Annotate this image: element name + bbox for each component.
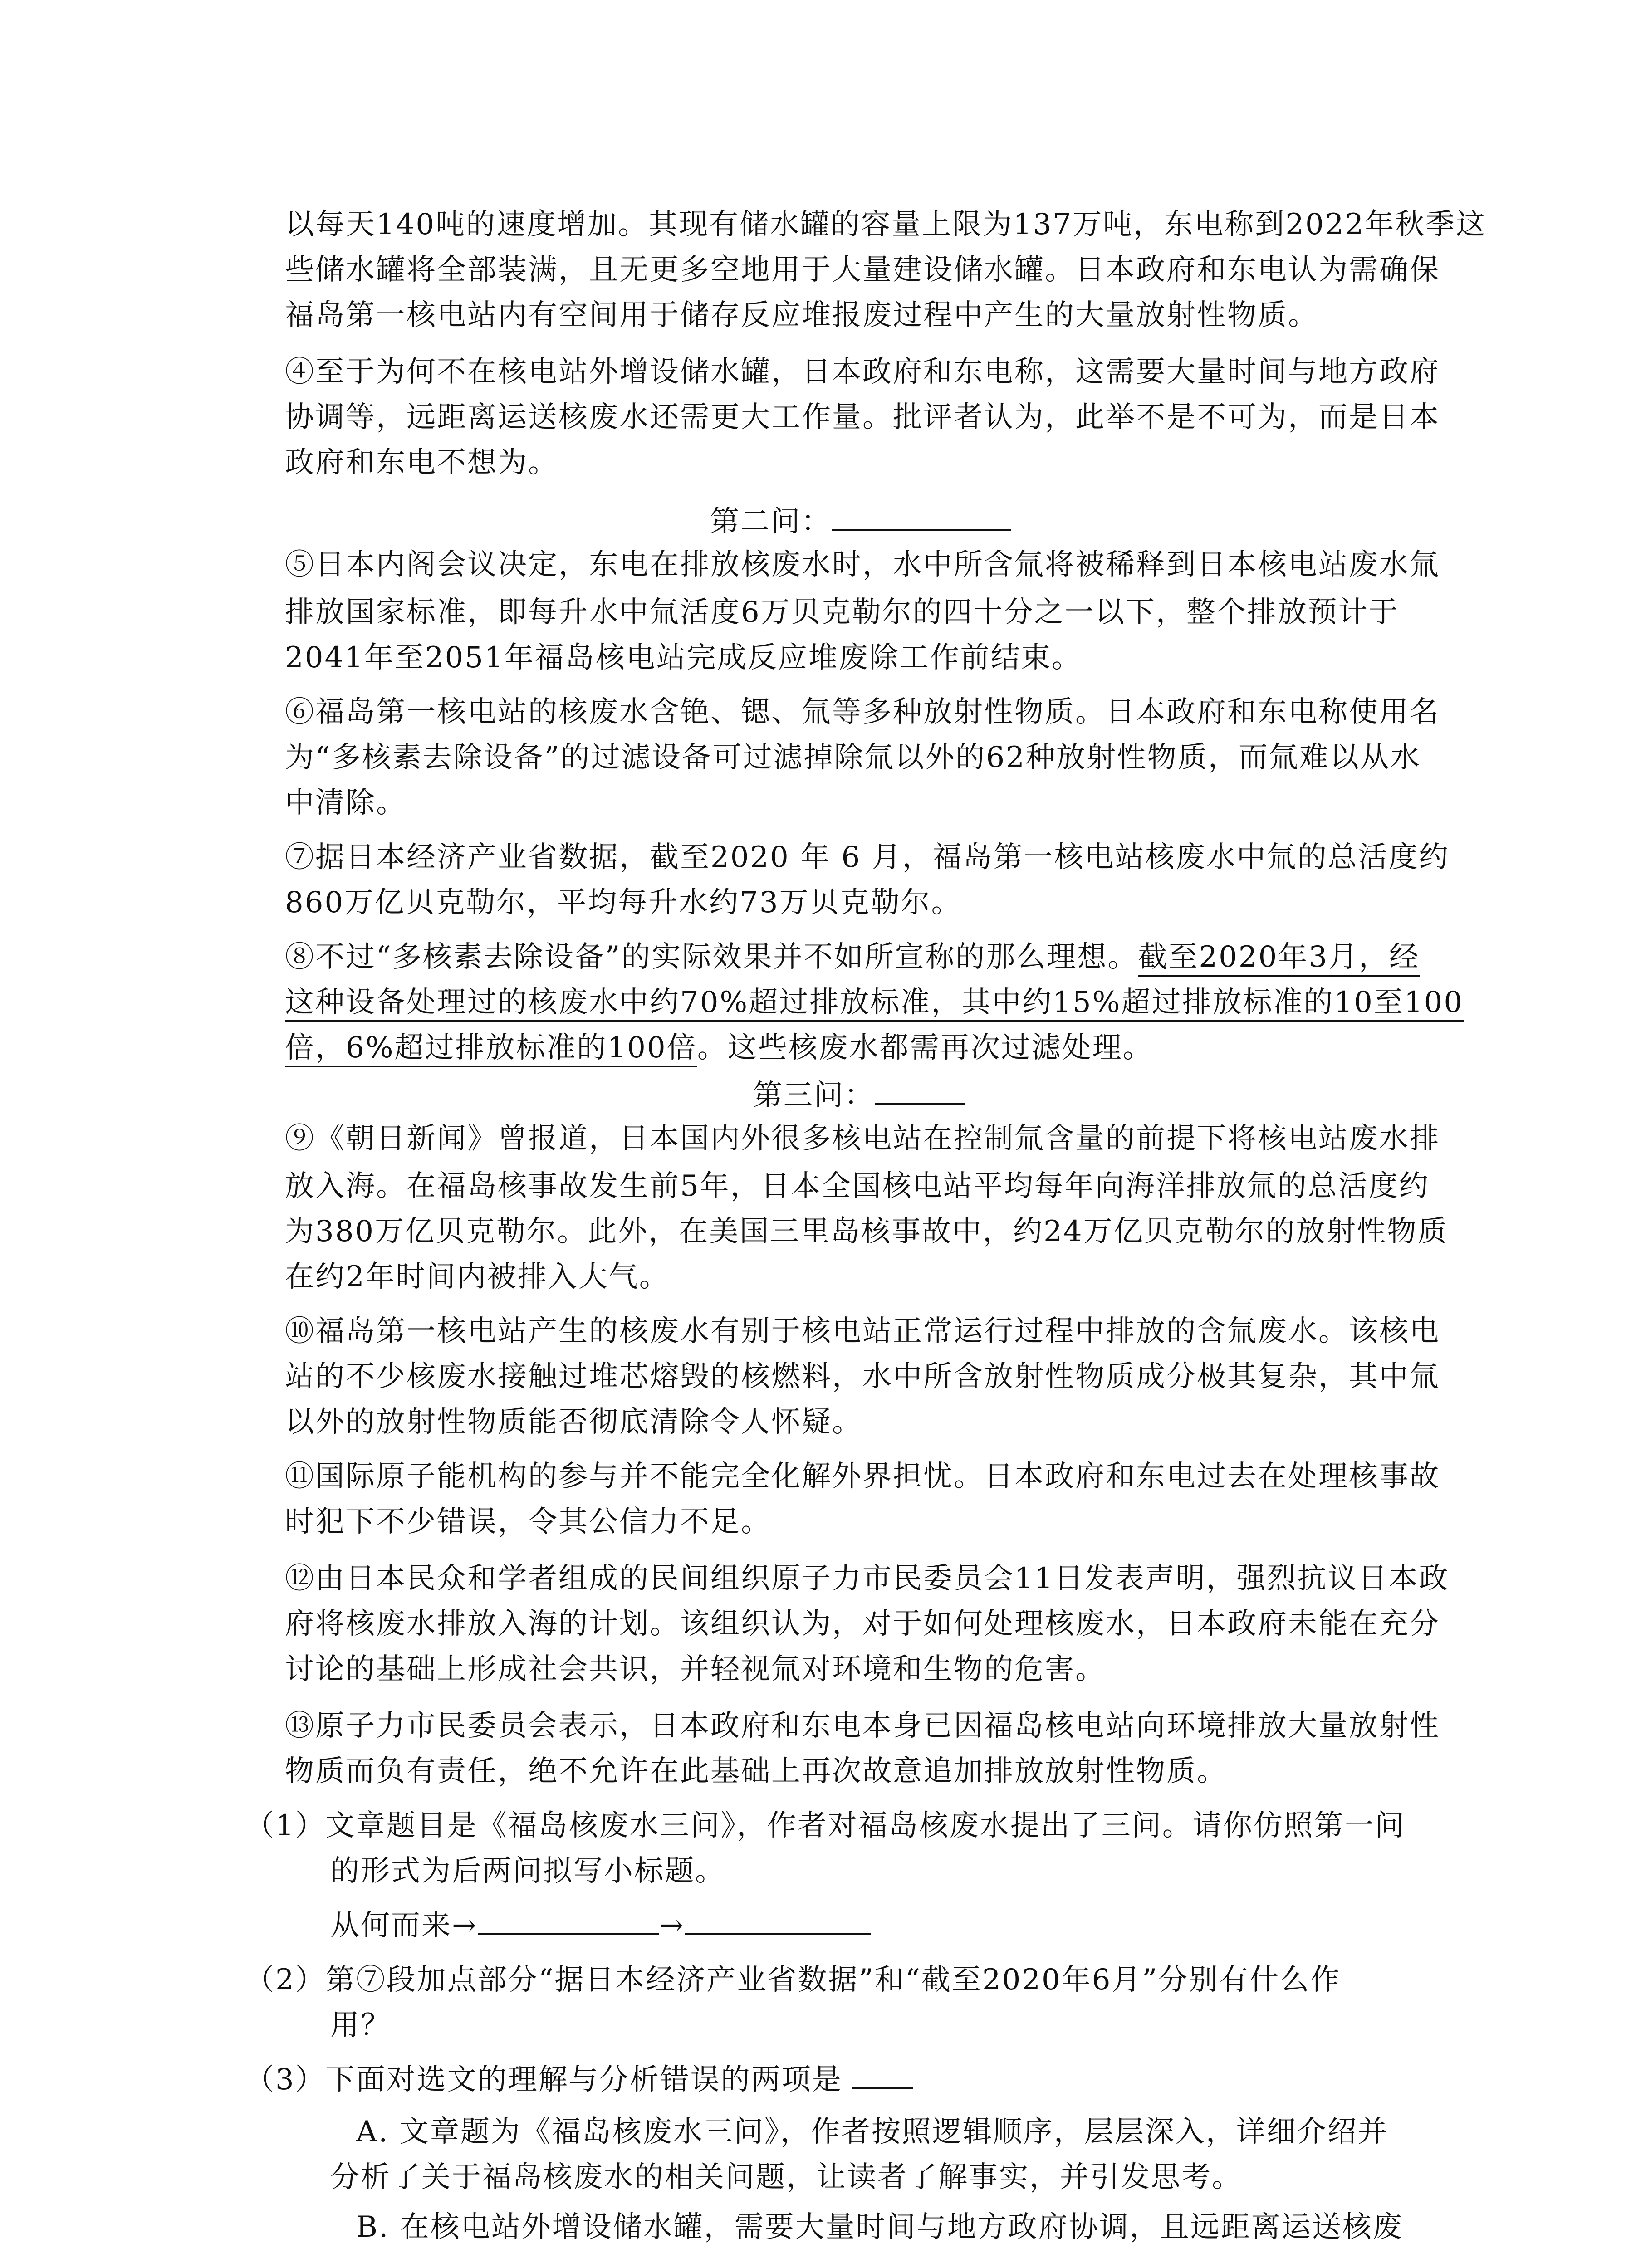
question-1-answer-row	[330, 1907, 1483, 1944]
question-1-line-2: 的形式为后两问拟写小标题。	[330, 1854, 725, 1888]
paragraph-12-line-3: 讨论的基础上形成社会共识，并轻视氚对环境和生物的危害。	[285, 1652, 1106, 1686]
paragraph-8-text: 。这些核废水都需再次过滤处理。	[697, 1031, 1153, 1065]
underlined-text: 倍，6%超过排放标准的100倍	[285, 1031, 697, 1067]
paragraph-6-line-2: 为“多核素去除设备”的过滤设备可过滤掉除氚以外的62种放射性物质，而氚难以从水	[285, 741, 1421, 774]
option-a-line-2: 分析了关于福岛核废水的相关问题，让读者了解事实，并引发思考。	[330, 2160, 1242, 2194]
paragraph-9-line-4: 在约2年时间内被排入大气。	[285, 1260, 670, 1294]
option-a-line-1: A. 文章题为《福岛核废水三问》，作者按照逻辑顺序，层层深入，详细介绍并	[356, 2115, 1388, 2149]
paragraph-6-line-3: 中清除。	[285, 786, 407, 820]
paragraph-8-text: ⑧不过“多核素去除设备”的实际效果并不如所宣称的那么理想。	[285, 940, 1138, 974]
paragraph-4-line-3: 政府和东电不想为。	[285, 446, 558, 479]
paragraph-11-line-1: ⑪国际原子能机构的参与并不能完全化解外界担忧。日本政府和东电过去在处理核事故	[285, 1460, 1440, 1493]
answer-blank-heading-2[interactable]	[832, 504, 1011, 531]
paragraph-9-line-3: 为380万亿贝克勒尔。此外，在美国三里岛核事故中，约24万亿贝克勒尔的放射性物质	[285, 1215, 1448, 1248]
paragraph-4-line-1: ④至于为何不在核电站外增设储水罐，日本政府和东电称，这需要大量时间与地方政府	[285, 355, 1440, 389]
question-3-text: （3）下面对选文的理解与分析错误的两项是	[245, 2063, 843, 2097]
paragraph-5-line-1: ⑤日本内阁会议决定，东电在排放核废水时，水中所含氚将被稀释到日本核电站废水氚	[285, 548, 1440, 582]
paragraph-13-line-2: 物质而负有责任，绝不允许在此基础上再次故意追加排放放射性物质。	[285, 1755, 1227, 1788]
paragraph-3-line-3: 福岛第一核电站内有空间用于储存反应堆报废过程中产生的大量放射性物质。	[285, 298, 1318, 332]
paragraph-5-line-2: 排放国家标准，即每升水中氚活度6万贝克勒尔的四十分之一以下，整个排放预计于	[285, 596, 1399, 629]
section-heading-3-label: 第三问：	[753, 1079, 875, 1112]
paragraph-3-line-1: 以每天140吨的速度增加。其现有储水罐的容量上限为137万吨，东电称到2022年秋季这	[285, 208, 1487, 241]
answer-blank-3[interactable]	[852, 2062, 913, 2089]
paragraph-8-line-2	[285, 984, 1464, 1021]
paragraph-10-line-2: 站的不少核废水接触过堆芯熔毁的核燃料，水中所含放射性物质成分极其复杂，其中氚	[285, 1360, 1440, 1393]
paragraph-11-line-2: 时犯下不少错误，令其公信力不足。	[285, 1505, 771, 1539]
paragraph-9-line-1: ⑨《朝日新闻》曾报道，日本国内外很多核电站在控制氚含量的前提下将核电站废水排	[285, 1122, 1440, 1155]
paragraph-12-line-2: 府将核废水排放入海的计划。该组织认为，对于如何处理核废水，日本政府未能在充分	[285, 1607, 1440, 1641]
paragraph-10-line-3: 以外的放射性物质能否彻底清除令人怀疑。	[285, 1405, 862, 1439]
paragraph-7-line-2: 860万亿贝克勒尔，平均每升水约73万贝克勒尔。	[285, 886, 962, 919]
paragraph-5-line-3: 2041年至2051年福岛核电站完成反应堆废除工作前结束。	[285, 641, 1082, 675]
question-2-line-1: （2）第⑦段加点部分“据日本经济产业省数据”和“截至2020年6月”分别有什么作	[245, 1963, 1341, 1997]
paragraph-4-line-2: 协调等，远距离运送核废水还需更大工作量。批评者认为，此举不是不可为，而是日本	[285, 401, 1440, 434]
paragraph-9-line-2: 放入海。在福岛核事故发生前5年，日本全国核电站平均每年向海洋排放氚的总活度约	[285, 1169, 1430, 1203]
underlined-text: 这种设备处理过的核废水中约70%超过排放标准，其中约15%超过排放标准的10至100	[285, 986, 1464, 1022]
paragraph-6-line-1: ⑥福岛第一核电站的核废水含铯、锶、氚等多种放射性物质。日本政府和东电称使用名	[285, 695, 1440, 729]
answer-blank-heading-3[interactable]	[875, 1078, 965, 1105]
section-heading-3	[753, 1077, 965, 1114]
question-3-line	[245, 2062, 1397, 2098]
answer-blank-2[interactable]	[685, 1908, 871, 1935]
answer-lead-text: 从何而来→	[330, 1909, 478, 1942]
underlined-text: 截至2020年3月，经	[1138, 940, 1420, 977]
paragraph-8-line-1	[285, 939, 1437, 975]
paragraph-3-line-2: 些储水罐将全部装满，且无更多空地用于大量建设储水罐。日本政府和东电认为需确保	[285, 253, 1440, 287]
paragraph-7-line-1: ⑦据日本经济产业省数据，截至2020 年 6 月，福岛第一核电站核废水中氚的总活度约	[285, 841, 1450, 874]
question-1-line-1: （1）文章题目是《福岛核废水三问》，作者对福岛核废水提出了三问。请你仿照第一问	[245, 1809, 1406, 1843]
section-heading-2-label: 第二问：	[710, 505, 832, 538]
answer-blank-1[interactable]	[478, 1908, 659, 1935]
paragraph-10-line-1: ⑩福岛第一核电站产生的核废水有别于核电站正常运行过程中排放的含氚废水。该核电	[285, 1315, 1440, 1348]
paragraph-13-line-1: ⑬原子力市民委员会表示，日本政府和东电本身已因福岛核电站向环境排放大量放射性	[285, 1709, 1440, 1743]
arrow-icon: →	[659, 1909, 685, 1942]
paragraph-8-line-3	[285, 1030, 1437, 1066]
option-b-line-1: B. 在核电站外增设储水罐，需要大量时间与地方政府协调，且远距离运送核废	[356, 2210, 1403, 2244]
section-heading-2	[710, 503, 1011, 540]
paragraph-12-line-1: ⑫由日本民众和学者组成的民间组织原子力市民委员会11日发表声明，强烈抗议日本政	[285, 1562, 1450, 1595]
question-2-line-2: 用？	[330, 2009, 391, 2042]
